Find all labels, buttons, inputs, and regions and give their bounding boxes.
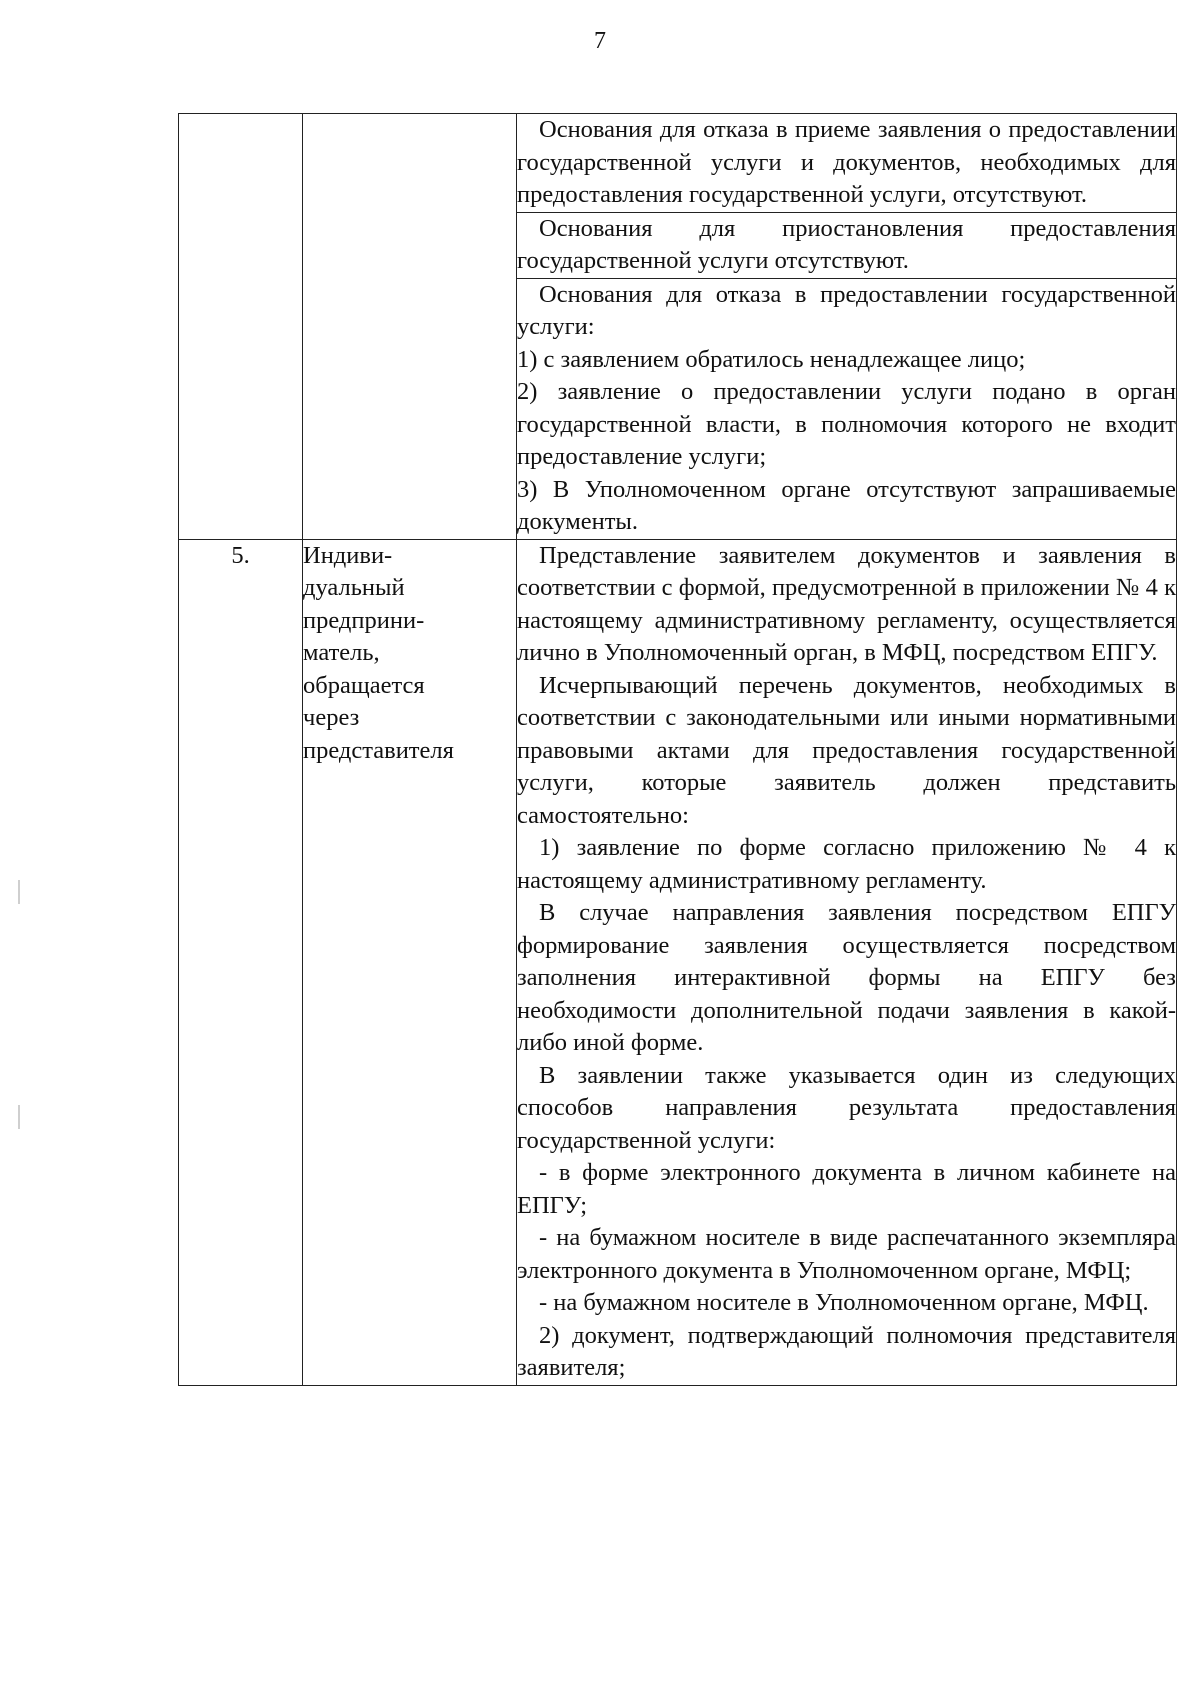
list-item: 2) документ, подтверждающий полномочия представителя заявителя;	[517, 1321, 1176, 1381]
paragraph: В случае направления заявления посредством ЕПГУ формирование заявления осуществляется посредством заполнения интерактивной формы на ЕПГУ без необходимости дополнительной подачи заявления в какой-либо иной форме.	[517, 899, 1176, 1056]
list-item: 1) заявление по форме согласно приложению № 4 к настоящему административному регламенту.	[517, 834, 1176, 894]
applicant-type: Индиви- дуальный предприни- матель, обращается через представителя	[303, 539, 517, 1385]
page-number: 7	[594, 28, 606, 54]
paragraph: Основания для приостановления предоставления государственной услуги отсутствуют.	[517, 214, 1176, 274]
number-cell	[179, 114, 303, 540]
paragraph: В заявлении также указывается один из следующих способов направления результата предоставления государственной услуги:	[517, 1061, 1176, 1154]
list-item: - на бумажном носителе в виде распечатанного экземпляра электронного документа в Уполномоченном органе, МФЦ;	[517, 1224, 1176, 1284]
paragraph: Основания для отказа в приеме заявления о предоставлении государственной услуги и документов, необходимых для предоставления государственной услуги, отсутствуют.	[517, 116, 1176, 208]
services-table	[178, 113, 1177, 1386]
list-item: 3) В Уполномоченном органе отсутствуют запрашиваемые документы.	[517, 475, 1176, 535]
margin-mark	[18, 1105, 20, 1129]
refusal-reception-cell	[517, 114, 1177, 213]
paragraph: Основания для отказа в предоставлении государственной услуги:	[517, 280, 1176, 340]
paragraph: Исчерпывающий перечень документов, необходимых в соответствии с законодательными или иными нормативными правовыми актами для предоставления государственной услуги, которые заявитель должен представить самостоятельно:	[517, 671, 1176, 829]
row-number: 5.	[179, 539, 303, 1385]
list-item: 2) заявление о предоставлении услуги подано в орган государственной власти, в полномочия которого не входит предоставление услуги;	[517, 378, 1176, 470]
requirements-cell	[517, 539, 1177, 1385]
applicant-cell	[303, 114, 517, 540]
list-item: - на бумажном носителе в Уполномоченном органе, МФЦ.	[539, 1289, 1149, 1316]
table-row	[179, 539, 1177, 1385]
margin-mark	[18, 880, 20, 904]
refusal-provision-cell	[517, 278, 1177, 539]
paragraph: Представление заявителем документов и заявления в соответствии с формой, предусмотренной в приложении № 4 к настоящему административному регламенту, осуществляется лично в Уполномоченный орган, в МФЦ, посредством ЕПГУ.	[517, 541, 1176, 666]
list-item: 1) с заявлением обратилось ненадлежащее лицо;	[517, 345, 1026, 373]
table-row	[179, 114, 1177, 213]
list-item: - в форме электронного документа в личном кабинете на ЕПГУ;	[517, 1159, 1176, 1219]
suspension-cell	[517, 212, 1177, 278]
